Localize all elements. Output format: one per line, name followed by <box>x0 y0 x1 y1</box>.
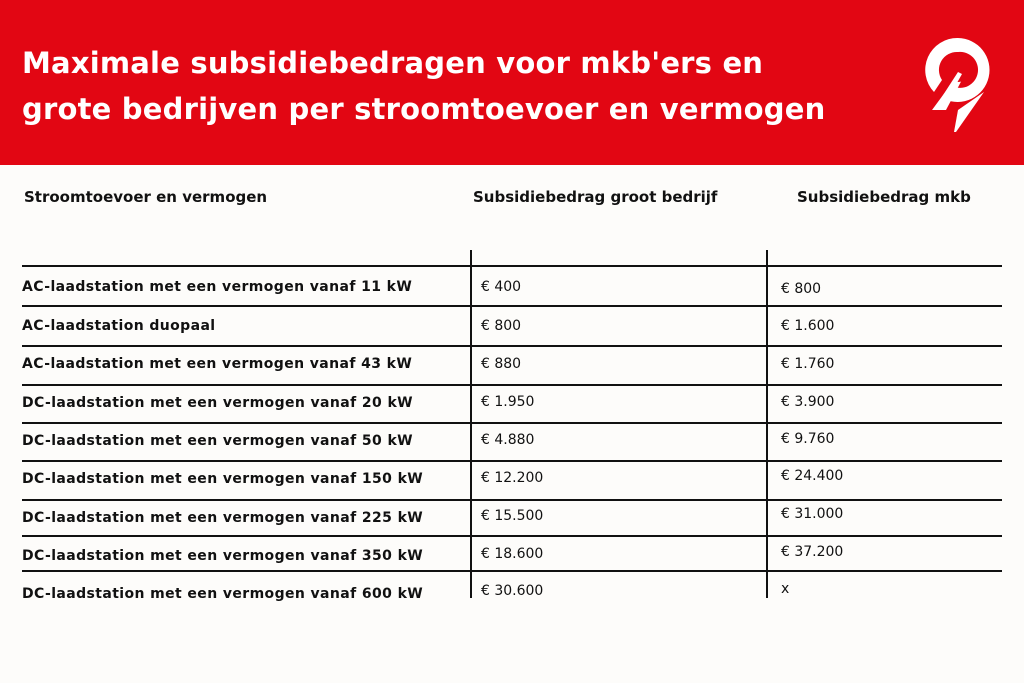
column-header-groot-bedrijf: Subsidiebedrag groot bedrijf <box>473 188 718 206</box>
row-divider <box>22 345 1002 347</box>
table-row-label: AC-laadstation met een vermogen vanaf 43 kW <box>22 356 413 372</box>
page-title <box>22 40 825 132</box>
row-divider <box>22 265 1002 267</box>
table-cell-groot: € 30.600 <box>481 583 544 599</box>
table-cell-groot: € 18.600 <box>481 546 544 562</box>
table-cell-groot: € 1.950 <box>481 394 535 410</box>
table-cell-groot: € 4.880 <box>481 432 535 448</box>
table-cell-mkb: € 31.000 <box>781 506 844 522</box>
table-cell-groot: € 800 <box>481 318 522 334</box>
table-row-label: AC-laadstation met een vermogen vanaf 11 kW <box>22 279 413 295</box>
table-row-label: DC-laadstation met een vermogen vanaf 150 kW <box>22 471 424 487</box>
row-divider <box>22 305 1002 307</box>
charging-pin-lightning-logo-icon <box>922 36 994 134</box>
title-line-2: grote bedrijven per stroomtoevoer en vermogen <box>22 92 826 126</box>
table-cell-groot: € 880 <box>481 356 522 372</box>
column-divider-1 <box>470 250 472 598</box>
table-cell-mkb: € 3.900 <box>781 394 835 410</box>
table-cell-groot: € 400 <box>481 279 522 295</box>
table-row-label: DC-laadstation met een vermogen vanaf 50 kW <box>22 433 413 449</box>
table-cell-mkb: € 37.200 <box>781 544 844 560</box>
column-divider-2 <box>766 250 768 598</box>
row-divider <box>22 384 1002 386</box>
column-header-mkb: Subsidiebedrag mkb <box>797 188 971 206</box>
table-row-label: DC-laadstation met een vermogen vanaf 350 kW <box>22 548 424 564</box>
table-cell-groot: € 15.500 <box>481 508 544 524</box>
row-divider <box>22 499 1002 501</box>
table-cell-mkb: € 1.600 <box>781 318 835 334</box>
table-row-label: DC-laadstation met een vermogen vanaf 20 kW <box>22 395 413 411</box>
table-cell-mkb: € 9.760 <box>781 431 835 447</box>
row-divider <box>22 535 1002 537</box>
header-banner <box>0 0 1024 165</box>
table-row-label: DC-laadstation met een vermogen vanaf 600 kW <box>22 586 424 602</box>
table-cell-mkb: € 1.760 <box>781 356 835 372</box>
table-cell-mkb: € 800 <box>781 281 822 297</box>
table-cell-mkb: € 24.400 <box>781 468 844 484</box>
column-header-stroomtoevoer: Stroomtoevoer en vermogen <box>24 188 268 206</box>
table-cell-mkb: x <box>781 581 790 597</box>
title-line-1: Maximale subsidiebedragen voor mkb'ers en <box>22 46 764 80</box>
row-divider <box>22 570 1002 572</box>
table-row-label: DC-laadstation met een vermogen vanaf 225 kW <box>22 510 424 526</box>
table-cell-groot: € 12.200 <box>481 470 544 486</box>
row-divider <box>22 422 1002 424</box>
table-row-label: AC-laadstation duopaal <box>22 318 216 334</box>
row-divider <box>22 460 1002 462</box>
